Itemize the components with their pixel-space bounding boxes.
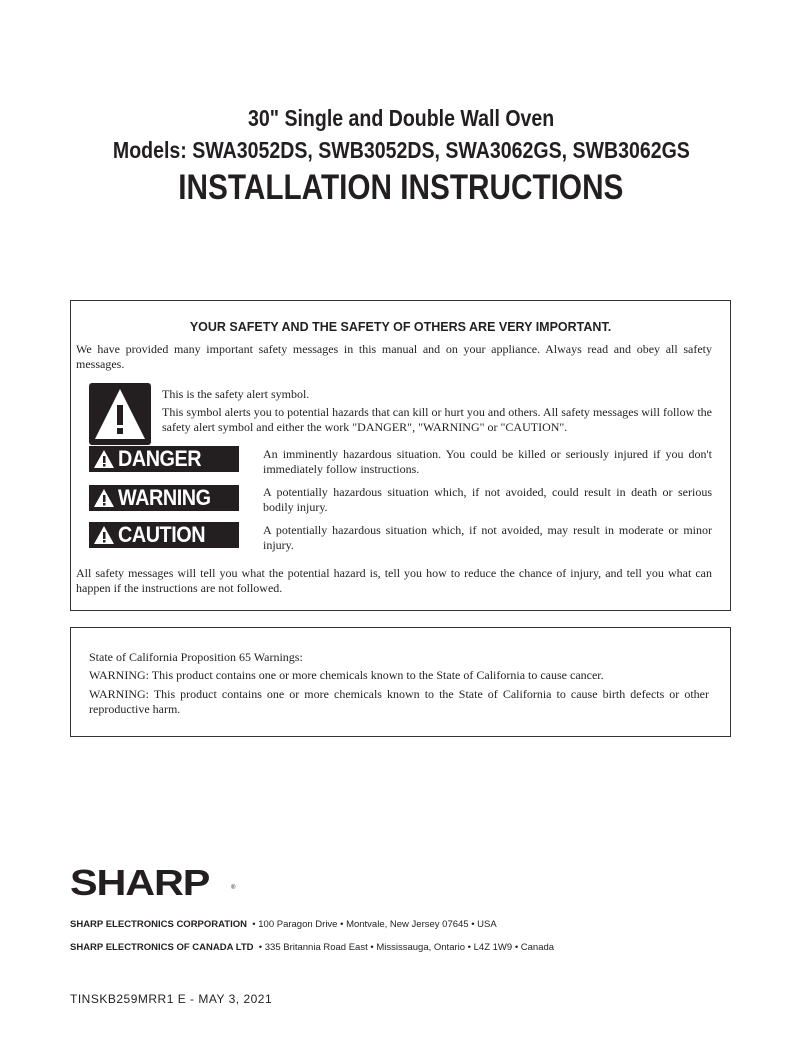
prop65-box bbox=[70, 627, 731, 737]
warning-triangle-icon bbox=[93, 525, 115, 545]
prop65-title: State of California Proposition 65 Warnings: bbox=[89, 650, 303, 664]
safety-alert-icon bbox=[89, 383, 151, 445]
document-code: TINSKB259MRR1 E - MAY 3, 2021 bbox=[70, 992, 273, 1006]
warning-triangle-icon bbox=[93, 449, 115, 469]
models-line bbox=[0, 137, 802, 164]
company-name: SHARP ELECTRONICS CORPORATION bbox=[70, 919, 247, 930]
alert-line-2: This symbol alerts you to potential hazards that can kill or hurt you and others. All safety messages will follow the safety alert symbol and either the work "DANGER", "WARNING" or "CAUTION". bbox=[162, 405, 712, 434]
models-text: Models: SWA3052DS, SWB3052DS, SWA3062GS, SWB3062GS bbox=[112, 137, 690, 163]
safety-heading: YOUR SAFETY AND THE SAFETY OF OTHERS ARE VERY IMPORTANT. bbox=[189, 320, 612, 334]
warning-description: A potentially hazardous situation which, if not avoided, could result in death or serious bodily injury. bbox=[263, 485, 712, 514]
warning-triangle-icon bbox=[93, 488, 115, 508]
safety-intro: We have provided many important safety messages in this manual and on your appliance. Always read and obey all safety messages. bbox=[76, 342, 712, 371]
document-title bbox=[0, 168, 802, 208]
safety-box bbox=[70, 300, 731, 611]
registered-mark: ® bbox=[231, 885, 236, 891]
sharp-logo: SHARP bbox=[70, 862, 210, 903]
address-canada bbox=[70, 942, 554, 953]
company-address: • 335 Britannia Road East • Mississauga, Ontario • L4Z 1W9 • Canada bbox=[258, 942, 555, 953]
safety-footer: All safety messages will tell you what the potential hazard is, tell you how to reduce the chance of injury, and tell you what can happen if the instructions are not followed. bbox=[76, 566, 712, 595]
alert-line-1: This is the safety alert symbol. bbox=[162, 387, 310, 401]
caution-label bbox=[89, 522, 239, 548]
caution-description: A potentially hazardous situation which, if not avoided, may result in moderate or minor injury. bbox=[263, 523, 712, 552]
warning-text: WARNING bbox=[118, 485, 211, 510]
prop65-warning-1: WARNING: This product contains one or more chemicals known to the State of California to cause cancer. bbox=[89, 668, 604, 682]
danger-description: An imminently hazardous situation. You could be killed or seriously injured if you don't immediately follow instructions. bbox=[263, 447, 712, 476]
danger-text: DANGER bbox=[118, 446, 202, 471]
product-title-text: 30" Single and Double Wall Oven bbox=[247, 105, 555, 131]
company-name: SHARP ELECTRONICS OF CANADA LTD bbox=[70, 942, 254, 953]
company-address: • 100 Paragon Drive • Montvale, New Jersey 07645 • USA bbox=[252, 919, 497, 930]
warning-label bbox=[89, 485, 239, 511]
product-title bbox=[0, 105, 802, 132]
address-us bbox=[70, 919, 497, 930]
caution-text: CAUTION bbox=[118, 522, 206, 547]
danger-label bbox=[89, 446, 239, 472]
prop65-warning-2: WARNING: This product contains one or more chemicals known to the State of California to cause birth defects or other reproductive harm. bbox=[89, 687, 709, 716]
document-title-text: INSTALLATION INSTRUCTIONS bbox=[178, 168, 624, 207]
